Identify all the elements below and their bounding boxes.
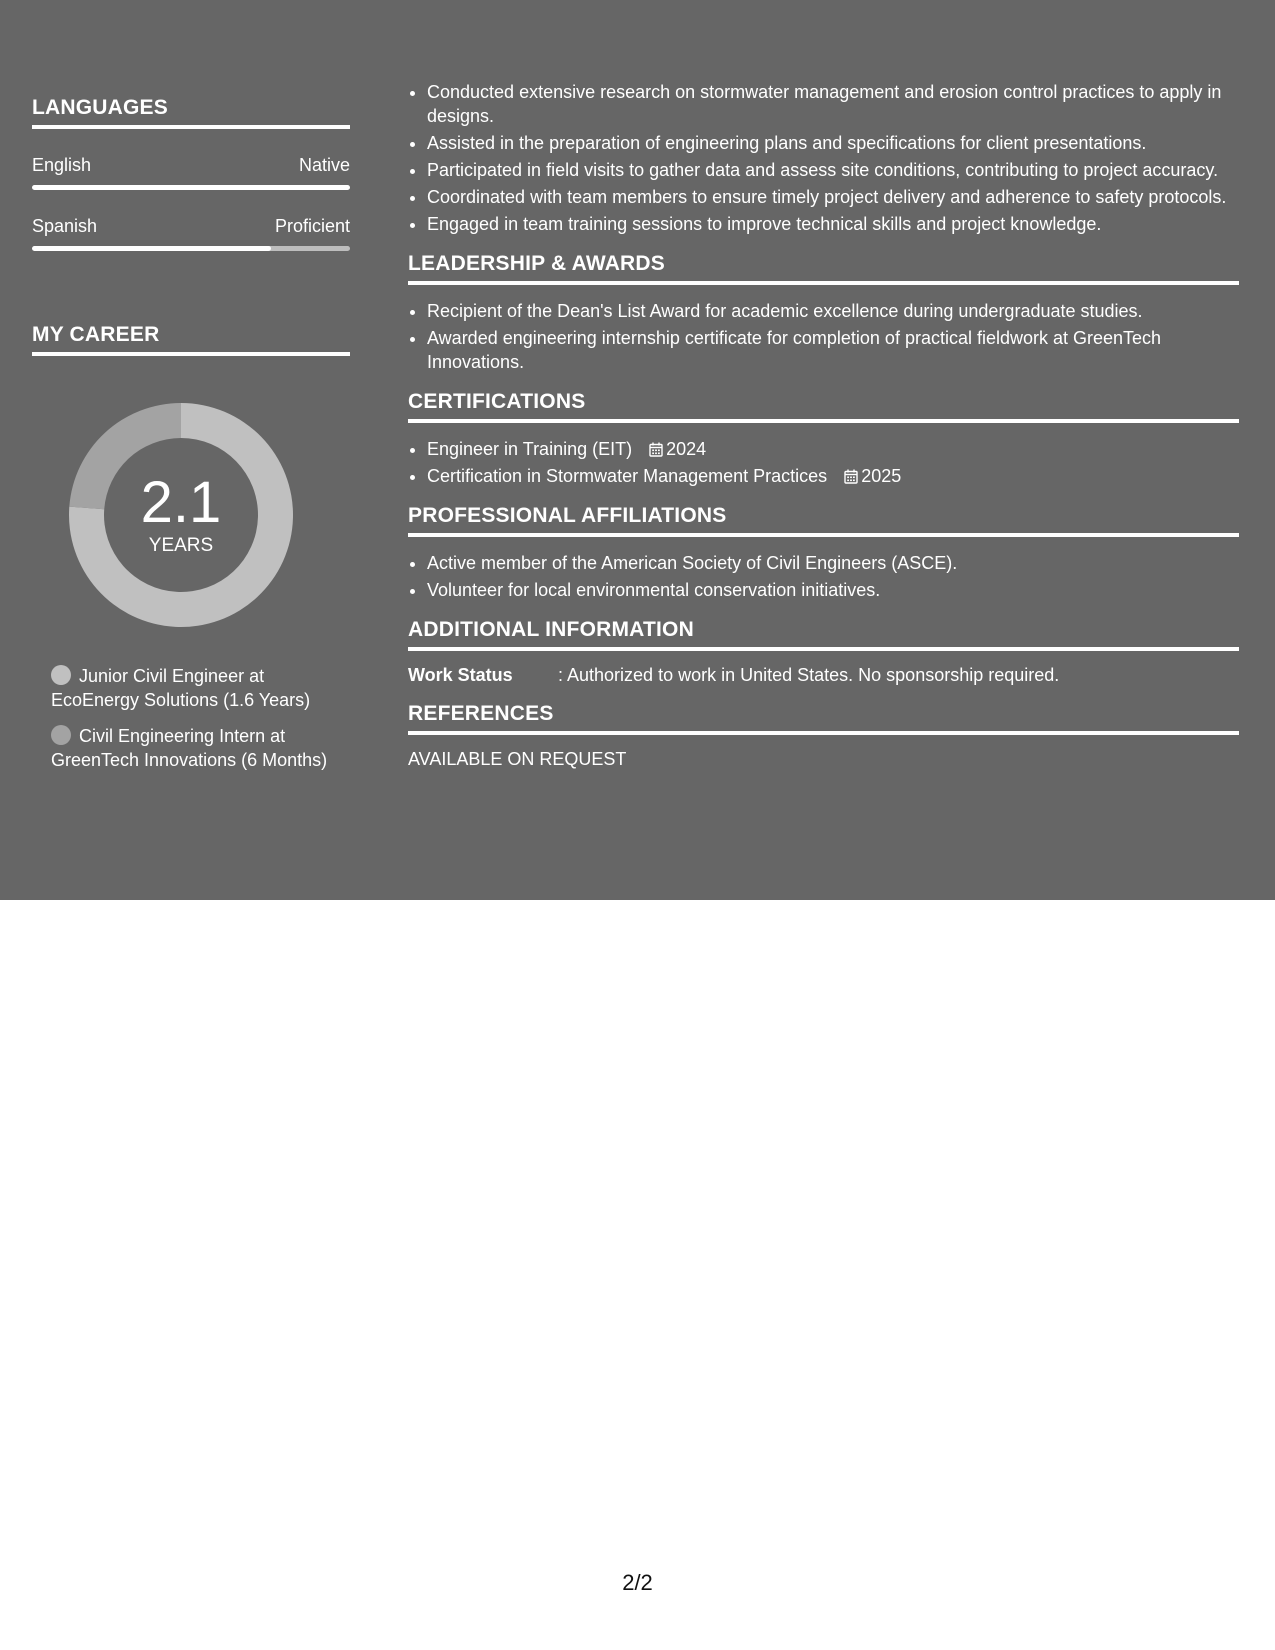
additional-info-section [408, 618, 1239, 686]
language-name: Spanish [32, 216, 98, 236]
affiliations-heading: PROFESSIONAL AFFILIATIONS [408, 504, 1239, 537]
legend-dot-icon [51, 665, 71, 685]
career-donut-chart [66, 400, 296, 630]
certification-year: 2025 [861, 466, 902, 486]
references-heading: REFERENCES [408, 702, 1239, 735]
language-level: Proficient [274, 216, 350, 236]
references-text: AVAILABLE ON REQUEST [408, 749, 627, 769]
experience-bullet: • Conducted extensive research on stormwater management and erosion control practices to apply in designs. [427, 80, 1239, 128]
certification-name: Certification in Stormwater Management Practices [427, 466, 828, 486]
languages-heading: LANGUAGES [32, 96, 350, 129]
page-number: 2/2 [622, 1570, 653, 1595]
certifications-list [408, 437, 1239, 488]
right-column [408, 80, 1239, 770]
calendar-icon [844, 469, 858, 484]
certifications-section [408, 390, 1239, 488]
leadership-item: • Awarded engineering internship certificate for completion of practical fieldwork at GreenTech Innovations. [427, 326, 1239, 374]
experience-bullet: • Assisted in the preparation of engineering plans and specifications for client presentations. [427, 131, 1239, 155]
career-legend [32, 664, 350, 772]
left-column [32, 96, 350, 784]
career-section [32, 323, 350, 772]
certification-item [427, 437, 1239, 461]
experience-bullet: • Engaged in team training sessions to improve technical skills and project knowledge. [427, 212, 1239, 236]
language-item [32, 216, 350, 251]
career-total [66, 400, 296, 630]
affiliation-item: • Active member of the American Society of Civil Engineers (ASCE). [427, 551, 1239, 575]
language-proficiency-bar [32, 246, 350, 251]
certification-year: 2024 [666, 439, 707, 459]
leadership-item: • Recipient of the Dean's List Award for academic excellence during undergraduate studies. [427, 299, 1239, 323]
career-legend-label: Civil Engineering Intern at GreenTech Innovations (6 Months) [51, 726, 328, 770]
work-status-row [408, 665, 1239, 686]
affiliations-list [408, 551, 1239, 602]
legend-dot-icon [51, 725, 71, 745]
additional-info-heading: ADDITIONAL INFORMATION [408, 618, 1239, 651]
affiliation-item: • Volunteer for local environmental conservation initiatives. [427, 578, 1239, 602]
experience-bullet: • Participated in field visits to gather data and assess site conditions, contributing to project accuracy. [427, 158, 1239, 182]
experience-bullet-list [408, 80, 1239, 236]
career-total-unit: YEARS [148, 535, 214, 556]
career-total-value: 2.1 [140, 470, 222, 535]
language-proficiency-bar [32, 185, 350, 190]
career-legend-item [51, 664, 331, 712]
certification-item [427, 464, 1239, 488]
leadership-list [408, 299, 1239, 374]
certification-name: Engineer in Training (EIT) [427, 439, 633, 459]
work-status-label: Work Status [408, 665, 513, 685]
leadership-section [408, 252, 1239, 374]
career-heading: MY CAREER [32, 323, 350, 356]
language-proficiency-fill [32, 246, 271, 251]
affiliations-section [408, 504, 1239, 602]
experience-bullet: • Coordinated with team members to ensure timely project delivery and adherence to safety protocols. [427, 185, 1239, 209]
language-level: Native [298, 155, 350, 175]
work-status-value: : Authorized to work in United States. No sponsorship required. [558, 665, 1060, 685]
language-item [32, 155, 350, 190]
language-proficiency-fill [32, 185, 350, 190]
career-legend-label: Junior Civil Engineer at EcoEnergy Solutions (1.6 Years) [51, 666, 311, 710]
languages-section [32, 96, 350, 251]
calendar-icon [649, 442, 663, 457]
references-section [408, 702, 1239, 770]
language-name: English [32, 155, 92, 175]
certifications-heading: CERTIFICATIONS [408, 390, 1239, 423]
leadership-heading: LEADERSHIP & AWARDS [408, 252, 1239, 285]
career-legend-item [51, 724, 331, 772]
